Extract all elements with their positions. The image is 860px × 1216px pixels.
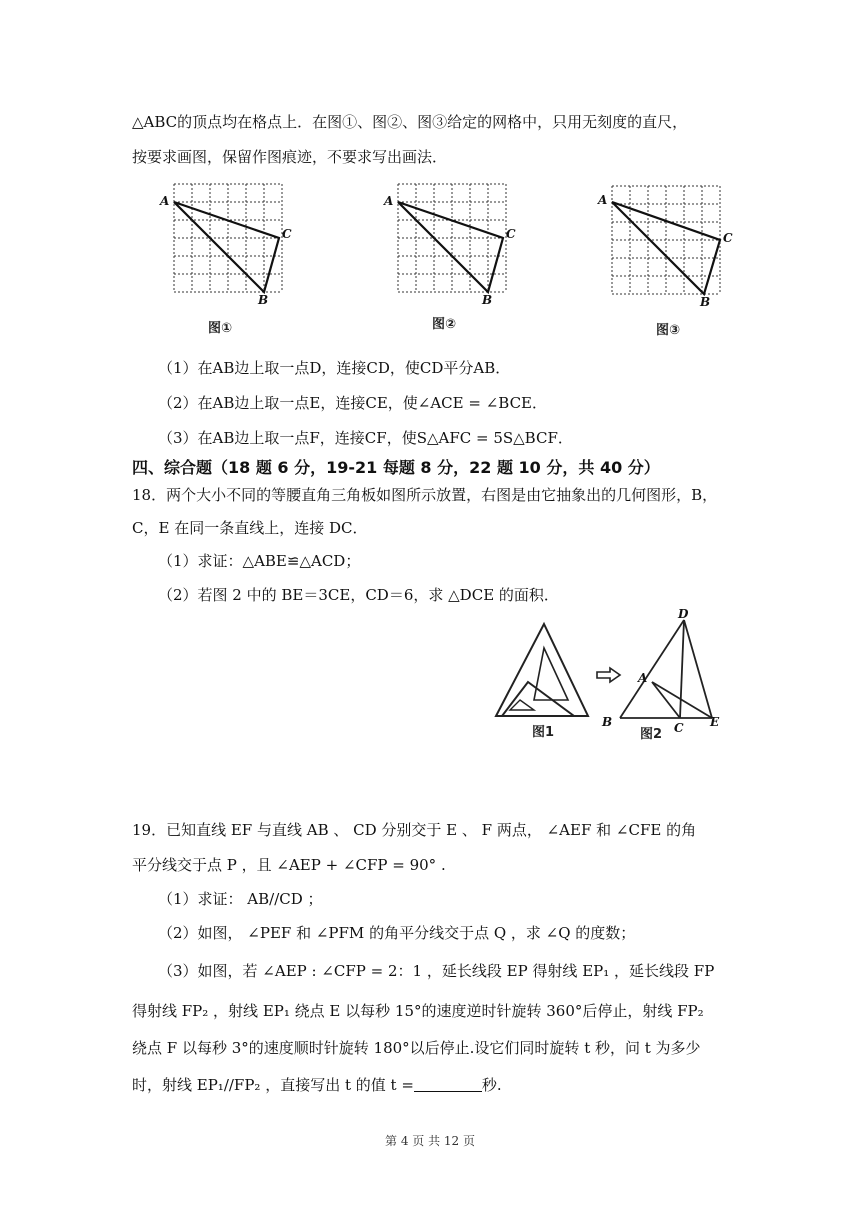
point-label-d: D [678, 607, 689, 621]
section-4-title: 四、综合题（18 题 6 分，19-21 每题 8 分，22 题 10 分，共 40 分） [132, 458, 660, 477]
q18-part-2: （2）若图 2 中的 BE＝3CE，CD＝6，求 △DCE 的面积． [158, 586, 559, 604]
page-footer: 第 4 页 共 12 页 [385, 1134, 475, 1148]
figure-caption-2: 图② [432, 317, 457, 332]
vertex-label-a: A [160, 194, 170, 208]
set-square-figure-1 [494, 620, 594, 742]
point-label-c: C [674, 721, 684, 735]
point-label-e: E [710, 715, 720, 729]
vertex-label-b: B [258, 293, 269, 307]
q17-part-1: （1）在AB边上取一点D，连接CD，使CD平分AB． [158, 359, 511, 377]
q19-part-3-line-2: 得射线 FP₂ ，射线 EP₁ 绕点 E 以每秒 15°的速度逆时针旋转 360°后停止，射线 FP₂ [132, 1002, 704, 1020]
point-label-b: B [602, 715, 613, 729]
q19-part-3-line-1: （3）如图，若 ∠AEP : ∠CFP = 2：1 ，延长线段 EP 得射线 EP₁ ，延长线段 FP [158, 962, 715, 980]
q17-part-3: （3）在AB边上取一点F，连接CF，使S△AFC = 5S△BCF． [158, 429, 573, 447]
answer-blank[interactable] [414, 1077, 482, 1092]
q18-line-2: C，E 在同一条直线上，连接 DC． [132, 519, 368, 537]
intro-line-1: △ABC的顶点均在格点上．在图①、图②、图③给定的网格中，只用无刻度的直尺， [132, 113, 688, 131]
vertex-label-c: C [506, 227, 516, 241]
grid-figure-2 [382, 178, 532, 338]
figure-caption-3: 图③ [656, 323, 681, 338]
vertex-label-a: A [598, 193, 608, 207]
q19-part-2: （2）如图， ∠PEF 和 ∠PFM 的角平分线交于点 Q ，求 ∠Q 的度数； [158, 924, 636, 942]
vertex-label-b: B [482, 293, 493, 307]
figure-caption-fig1: 图1 [532, 725, 555, 740]
grid-figure-3 [598, 180, 748, 342]
q19-line-1: 19．已知直线 EF 与直线 AB 、 CD 分别交于 E 、 F 两点， ∠AEF 和 ∠CFE 的角 [132, 821, 697, 839]
q17-part-2: （2）在AB边上取一点E，连接CE，使∠ACE = ∠BCE． [158, 394, 548, 412]
vertex-label-c: C [723, 231, 733, 245]
figure-caption-fig2: 图2 [640, 727, 663, 742]
vertex-label-b: B [700, 295, 711, 309]
q18-line-1: 18．两个大小不同的等腰直角三角板如图所示放置，右图是由它抽象出的几何图形，B， [132, 486, 718, 504]
vertex-label-a: A [384, 194, 394, 208]
q19-part-3-line-3: 绕点 F 以每秒 3°的速度顺时针旋转 180°以后停止.设它们同时旋转 t 秒，问 t 为多少 [132, 1039, 701, 1057]
intro-line-2: 按要求画图，保留作图痕迹，不要求写出画法． [132, 148, 448, 166]
grid-figure-1 [158, 178, 308, 338]
q19-answer-prompt: 时，射线 EP₁//FP₂ ，直接写出 t 的值 t = [132, 1076, 414, 1094]
point-label-a: A [638, 671, 648, 685]
figure-caption-1: 图① [208, 321, 233, 336]
q19-line-2: 平分线交于点 P ，且 ∠AEP + ∠CFP = 90° . [132, 856, 446, 874]
vertex-label-c: C [282, 227, 292, 241]
q19-part-1: （1）求证： AB//CD ； [158, 890, 323, 908]
q18-part-1: （1）求证：△ABE≌△ACD； [158, 552, 361, 570]
geometry-figure-2 [600, 608, 730, 742]
q19-part-3-line-4 [132, 1075, 502, 1095]
q19-answer-unit: 秒. [481, 1076, 502, 1094]
